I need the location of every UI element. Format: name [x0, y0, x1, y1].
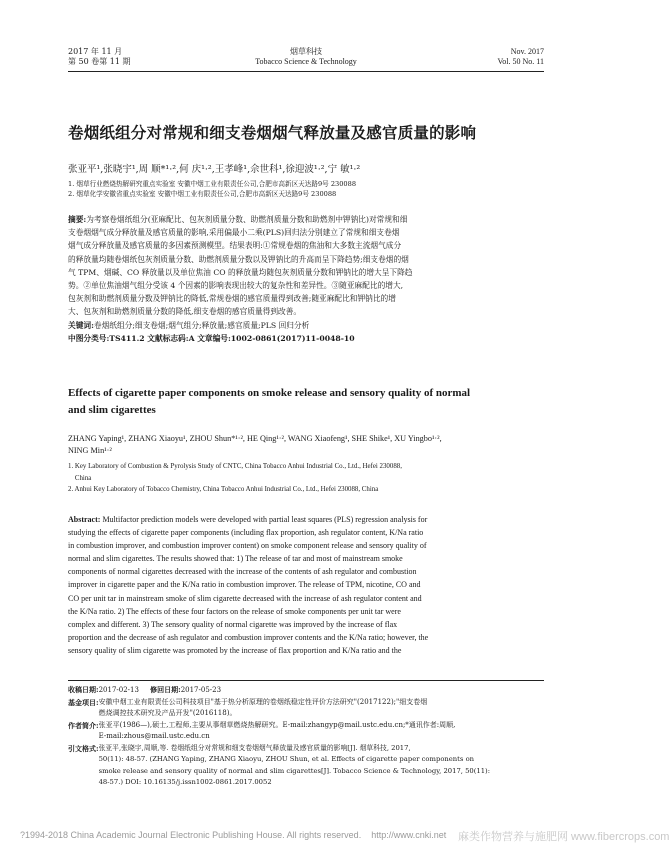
abstract-en-line: the K/Na ratio. 2) The effects of these four factors on the release of smoke components per unit tar were: [68, 606, 401, 616]
citation-text: [99, 743, 490, 789]
journal-name-zh: 烟草科技: [290, 47, 322, 56]
page-title-zh: 卷烟纸组分对常规和细支卷烟烟气释放量及感官质量的影响: [68, 123, 477, 142]
citation-block: [68, 743, 544, 789]
received-label: 收稿日期:: [68, 685, 99, 694]
abstract-en: [68, 513, 544, 657]
affiliation-en-line: 2. Anhui Key Laboratory of Tobacco Chemistry, China Tobacco Anhui Industrial Co., Ltd., Hefei 230088, China: [68, 486, 379, 493]
author-bio-line: 张亚平(1986—),硕士,工程师,主要从事烟草燃烧热解研究。E-mail:zhangyp@mail.ustc.edu.cn;*通讯作者:周顺,: [98, 720, 456, 729]
abstract-zh-line: 烟气成分释放量及感官质量的多因素预测模型。结果表明:①常规卷烟的焦油和大多数主流烟气成分: [68, 241, 402, 251]
journal-name-en: Tobacco Science & Technology: [255, 57, 357, 66]
fund-block: [68, 697, 544, 720]
abstract-en-line: CO per unit tar in mainstream smoke of slim cigarette decreased with the increase of ash regulator content and: [68, 593, 422, 603]
citation-line: 50(11): 48-57. (ZHANG Yaping, ZHANG Xiaoyu, ZHOU Shun, et al. Effects of cigarette paper components on: [98, 755, 475, 763]
issue-date: 2017 年 11 月: [68, 47, 123, 56]
author-bio-line: E-mail:zhous@mail.ustc.edu.cn: [98, 732, 210, 740]
abstract-zh-line: 支卷烟烟气成分释放量及感官质量的影响,采用偏最小二乘(PLS)回归法分别建立了常规和细支卷烟: [68, 228, 400, 238]
abstract-en-line: studying the effects of cigarette paper components (including flax proportion, ash regulator content, K/Na ratio: [68, 528, 424, 538]
affiliation-en-line: 1. Key Laboratory of Combustion & Pyrolysis Study of CNTC, China Tobacco Anhui Industrial Co., Ltd., Hefei 230088,: [68, 463, 402, 470]
title-en-line: Effects of cigarette paper components on smoke release and sensory quality of normal: [68, 387, 471, 399]
classification-line: 中图分类号:TS411.2 文献标志码:A 文章编号:1002-0861(2017)11-0048-10: [68, 333, 355, 343]
volume-issue-en: Vol. 50 No. 11: [497, 57, 544, 66]
affiliation-en-line: China: [68, 474, 92, 482]
abstract-zh-label: 摘要:: [68, 215, 87, 224]
page-title-en: [68, 385, 548, 419]
affiliation-2-zh: 2. 烟草化学安徽省重点实验室 安徽中烟工业有限责任公司,合肥市高新区天达路9号 230088: [68, 190, 337, 198]
abstract-en-line: complex and different. 3) The sensory quality of normal cigarette was improved by the increase of flax: [68, 619, 398, 629]
revised-date: 2017-05-23: [180, 686, 222, 694]
abstract-en-line: sensory quality of slim cigarette was promoted by the increase of flax proportion and K/Na ratio and the: [68, 645, 402, 655]
abstract-zh-line: 势。②单位焦油烟气组分受该 4 个因素的影响表现出较大的复杂性和差异性。③随亚麻配比的增大,: [68, 281, 404, 291]
abstract-en-line: Multifactor prediction models were developed with partial least squares (PLS) regression analysis for: [102, 515, 428, 524]
author-bio-label: 作者简介:: [68, 720, 99, 730]
abstract-zh-line: 包灰剂和助燃剂质量分数及钾钠比的降低,常规卷烟的感官质量得到改善;随亚麻配比和钾钠比的增: [68, 294, 396, 304]
authors-en: [68, 433, 548, 457]
fund-text: [99, 697, 428, 720]
authors-en-line: ZHANG Yaping¹, ZHANG Xiaoyu¹, ZHOU Shun*¹·², HE Qing¹·², WANG Xiaofeng¹, SHE Shike¹, XU Yingbo¹·²,: [68, 434, 442, 443]
received-date: 2017-02-13: [98, 686, 139, 694]
fund-line: 燃烧调控技术研究及产品开发"(2016118)。: [98, 709, 237, 717]
authors-en-line: NING Min¹·²: [68, 446, 112, 455]
abstract-en-line: components of normal cigarettes decreased with the increase of the contents of ash regulator and combustion: [68, 567, 417, 577]
issue-date-en: Nov. 2017: [510, 47, 544, 56]
abstract-zh-line: 气 TPM、烟碱、CO 释放量以及单位焦油 CO 的释放量均随包灰剂质量分数和钾钠比的增大呈下降趋: [68, 267, 413, 277]
citation-label: 引文格式:: [68, 743, 99, 753]
footer-rule: [68, 680, 544, 681]
fund-label: 基金项目:: [68, 697, 99, 707]
keywords-zh: 卷烟纸组分;细支卷烟;烟气组分;释放量;感官质量;PLS 回归分析: [93, 320, 310, 330]
fund-line: 安徽中烟工业有限责任公司科技项目"基于热分析原理的卷烟纸稳定性评价方法研究"(2017122);"细支卷烟: [98, 697, 428, 706]
abstract-zh-line: 大、包灰剂和助燃剂质量分数的降低,细支卷烟的感官质量得到改善。: [68, 307, 302, 317]
citation-line: 张亚平,张晓宇,周顺,等. 卷烟纸组分对常规和细支卷烟烟气释放量及感官质量的影响[J]. 烟草科技, 2017,: [98, 743, 411, 752]
keywords-zh-label: 关键词:: [68, 320, 94, 330]
dates-line: [68, 684, 544, 697]
header-rule: [68, 71, 544, 72]
abstract-en-label: Abstract:: [68, 515, 101, 524]
citation-line: smoke release and sensory quality of normal and slim cigarettes[J]. Tobacco Science & Technology, 2017, 50(11):: [98, 766, 490, 775]
abstract-en-line: normal and slim cigarettes. The results showed that: 1) The release of tar and most of mainstream smoke: [68, 554, 403, 564]
header-left: [68, 47, 131, 67]
authors-zh: 张亚平¹,张晓宇¹,周 顺*¹·²,何 庆¹·²,王孝峰¹,佘世科¹,徐迎波¹·²,宁 敏¹·²: [68, 164, 361, 175]
affiliation-1-zh: 1. 烟草行业燃烧热解研究重点实验室 安徽中烟工业有限责任公司,合肥市高新区天达路9号 230088: [68, 180, 357, 188]
abstract-en-line: improver in cigarette paper and the K/Na ratio in combustion improver. The release of TPM, nicotine, CO and: [68, 580, 421, 590]
abstract-en-line: in combustion improver, and combustion improver content) on smoke component release and sensory quality of: [68, 541, 427, 551]
affiliations-zh: [68, 179, 548, 199]
abstract-zh-line: 为考察卷烟纸组分(亚麻配比、包灰剂质量分数、助燃剂质量分数和助燃剂中钾钠比)对常规和细: [86, 215, 408, 224]
affiliations-en: [68, 461, 548, 496]
revised-label: 修回日期:: [150, 685, 181, 694]
abstract-zh: [68, 213, 544, 345]
author-bio-block: [68, 720, 544, 743]
copyright-watermark: ?1994-2018 China Academic Journal Electronic Publishing House. All rights reserved. http://www.cnki.net: [20, 830, 447, 840]
citation-line: 48-57.) DOI: 10.16135/j.issn1002-0861.2017.0052: [98, 778, 272, 786]
abstract-en-line: proportion and the decrease of ash regulator and combustion improver contents and the K/Na ratio; however, the: [68, 632, 429, 642]
abstract-zh-line: 的释放量均随卷烟纸包灰剂质量分数、助燃剂质量分数以及钾钠比的升高而呈下降趋势;细支卷烟的烟: [68, 254, 409, 264]
site-watermark: 麻类作物营养与施肥网 www.fibercrops.com: [458, 831, 669, 843]
author-bio-text: [99, 720, 456, 743]
header-center: [206, 47, 406, 67]
header-right: [498, 47, 544, 67]
footnotes: [68, 684, 544, 789]
title-en-line: and slim cigarettes: [68, 404, 156, 416]
volume-issue: 第 50 卷第 11 期: [68, 57, 131, 66]
